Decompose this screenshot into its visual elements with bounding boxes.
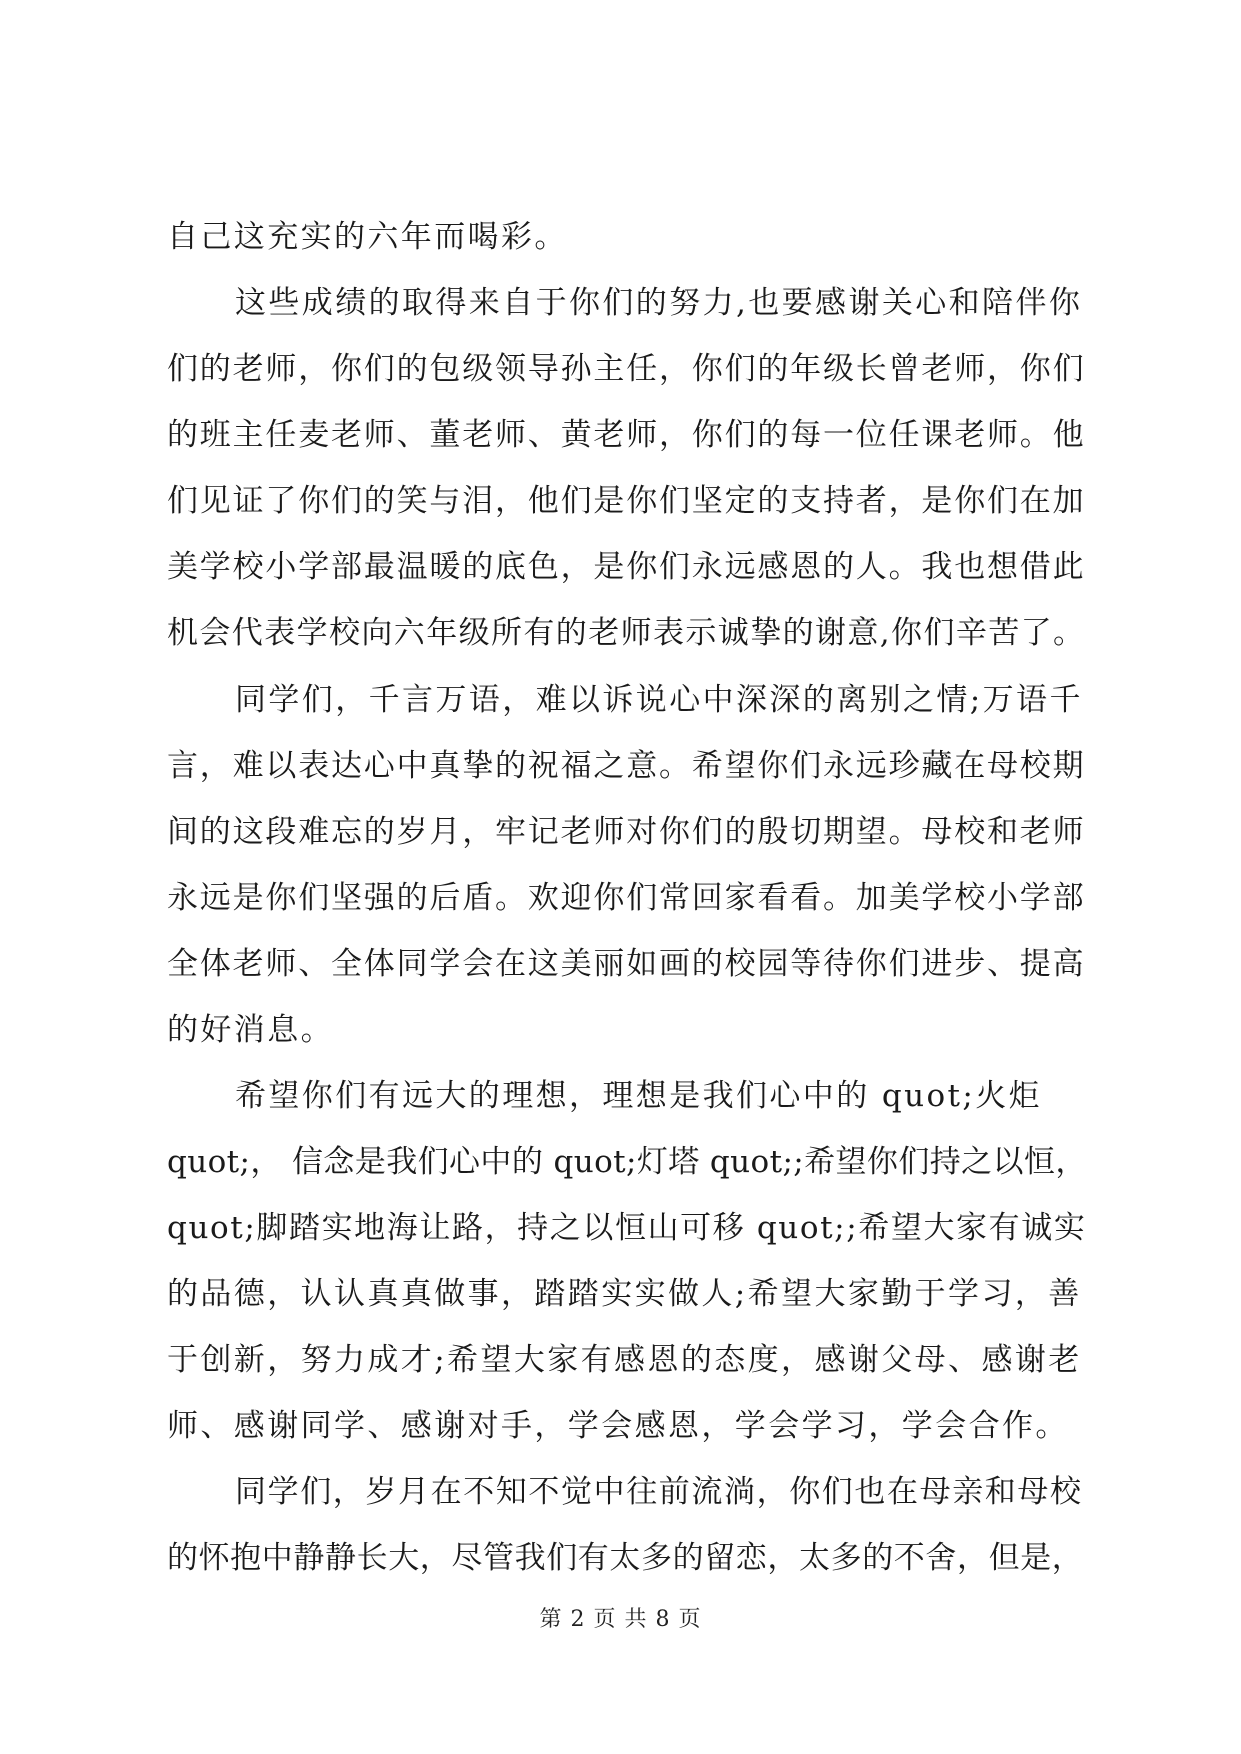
text-line: 自己这充实的六年而喝彩。 (167, 219, 568, 255)
text-line: 于创新，努力成才;希望大家有感恩的态度，感谢父母、感谢老 (167, 1342, 1082, 1378)
text-line: quot;脚踏实地海让路，持之以恒山可移 quot;;希望大家有诚实 (167, 1210, 1087, 1246)
text-line: 们的老师，你们的包级领导孙主任，你们的年级长曾老师，你们 (167, 351, 1086, 387)
text-line: 的班主任麦老师、董老师、黄老师，你们的每一位任课老师。他 (167, 417, 1086, 453)
text-line: 这些成绩的取得来自于你们的努力,也要感谢关心和陪伴你 (235, 285, 1083, 321)
text-line: quot;， 信念是我们心中的 quot;灯塔 quot;;希望你们持之以恒， (167, 1144, 1087, 1180)
text-line: 师、感谢同学、感谢对手，学会感恩，学会学习，学会合作。 (167, 1408, 1069, 1444)
text-line: 们见证了你们的笑与泪，他们是你们坚定的支持者，是你们在加 (167, 483, 1086, 519)
page-number-footer: 第 2 页 共 8 页 (539, 1607, 702, 1632)
text-line: 的怀抱中静静长大，尽管我们有太多的留恋，太多的不舍，但是， (167, 1540, 1084, 1576)
text-line: 的好消息。 (167, 1012, 334, 1048)
text-line: 永远是你们坚强的后盾。欢迎你们常回家看看。加美学校小学部 (167, 880, 1086, 916)
text-line: 希望你们有远大的理想，理想是我们心中的 quot;火炬 (235, 1078, 1043, 1114)
text-line: 言，难以表达心中真挚的祝福之意。希望你们永远珍藏在母校期 (167, 748, 1086, 784)
text-line: 美学校小学部最温暖的底色，是你们永远感恩的人。我也想借此 (167, 549, 1086, 585)
text-line: 的品德，认认真真做事，踏踏实实做人;希望大家勤于学习，善 (167, 1276, 1082, 1312)
text-line: 间的这段难忘的岁月，牢记老师对你们的殷切期望。母校和老师 (167, 814, 1086, 850)
text-line: 全体老师、全体同学会在这美丽如画的校园等待你们进步、提高 (167, 946, 1086, 982)
text-line: 同学们，岁月在不知不觉中往前流淌，你们也在母亲和母校 (235, 1474, 1083, 1510)
text-line: 机会代表学校向六年级所有的老师表示诚挚的谢意,你们辛苦了。 (167, 615, 1086, 651)
text-line: 同学们，千言万语，难以诉说心中深深的离别之情;万语千 (235, 682, 1083, 718)
